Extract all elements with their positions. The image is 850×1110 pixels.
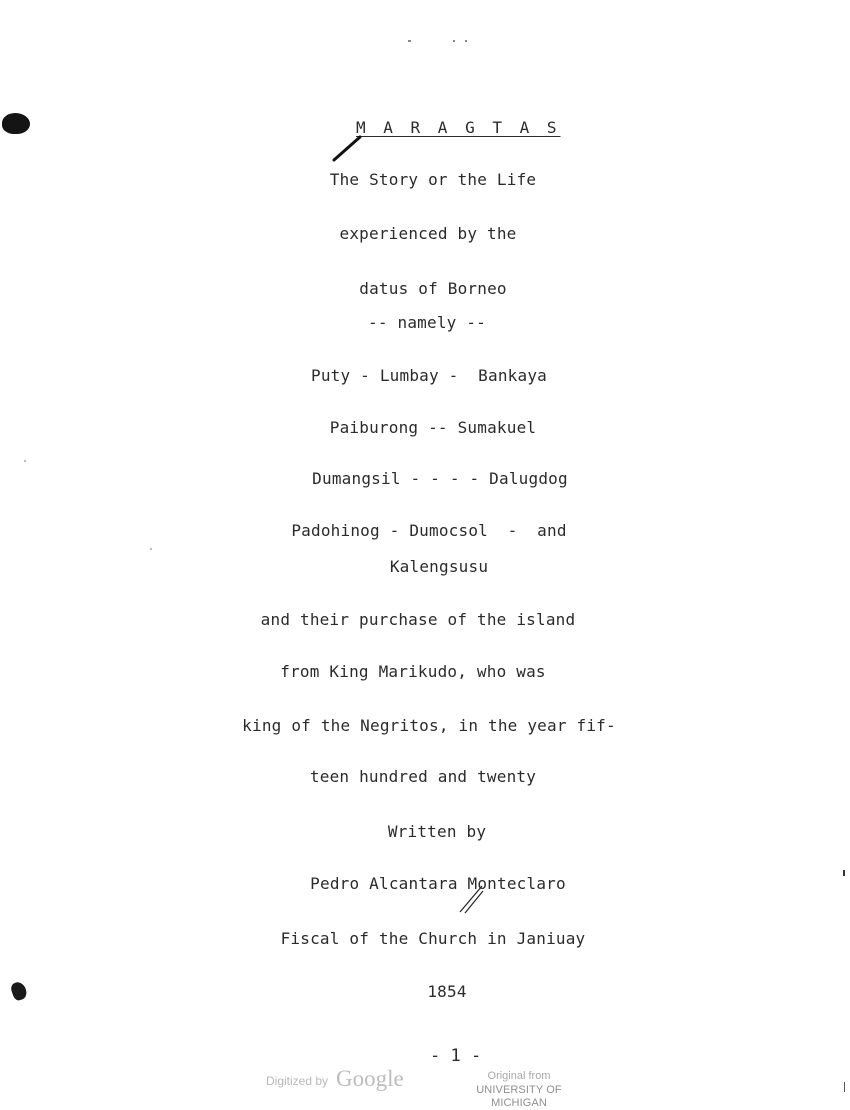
text-line: Fiscal of the Church in Janiuay (280, 929, 586, 948)
text-line: and their purchase of the island (260, 610, 576, 629)
top-speck (465, 40, 467, 42)
text-line: Paiburong -- Sumakuel (329, 418, 537, 437)
university-label: UNIVERSITY OF MICHIGAN (476, 1084, 562, 1109)
document-title: M A R A G T A S (356, 118, 561, 137)
top-speck (453, 40, 455, 42)
margin-speck (24, 460, 26, 462)
text-line: Kalengsusu (389, 557, 489, 576)
text-line: Dumangsil - - - - Dalugdog (312, 469, 568, 488)
text-line: Pedro Alcantara Monteclaro (310, 874, 566, 893)
text-line: datus of Borneo (359, 279, 507, 298)
text-line: -- namely -- (368, 313, 486, 332)
punch-hole-mark (2, 113, 30, 134)
text-line: The Story or the Life (329, 170, 537, 189)
google-logo: Google (336, 1066, 404, 1091)
text-line: Puty - Lumbay - Bankaya (311, 366, 547, 385)
page-number: - 1 - (430, 1046, 482, 1066)
text-line: king of the Negritos, in the year fif- (242, 716, 616, 735)
pen-stroke-mark (332, 134, 364, 162)
edge-speck (844, 1082, 845, 1092)
text-line: teen hundred and twenty (309, 767, 537, 786)
text-line: experienced by the (339, 224, 517, 243)
text-line: from King Marikudo, who was (280, 662, 546, 681)
original-from-label: Original from (487, 1070, 551, 1082)
text-line: Written by (387, 822, 487, 841)
text-line: Padohinog - Dumocsol - and (291, 521, 567, 540)
top-speck (408, 40, 411, 42)
margin-speck (150, 548, 152, 550)
text-line: 1854 (427, 982, 467, 1001)
digitized-by-label: Digitized by (266, 1074, 329, 1088)
